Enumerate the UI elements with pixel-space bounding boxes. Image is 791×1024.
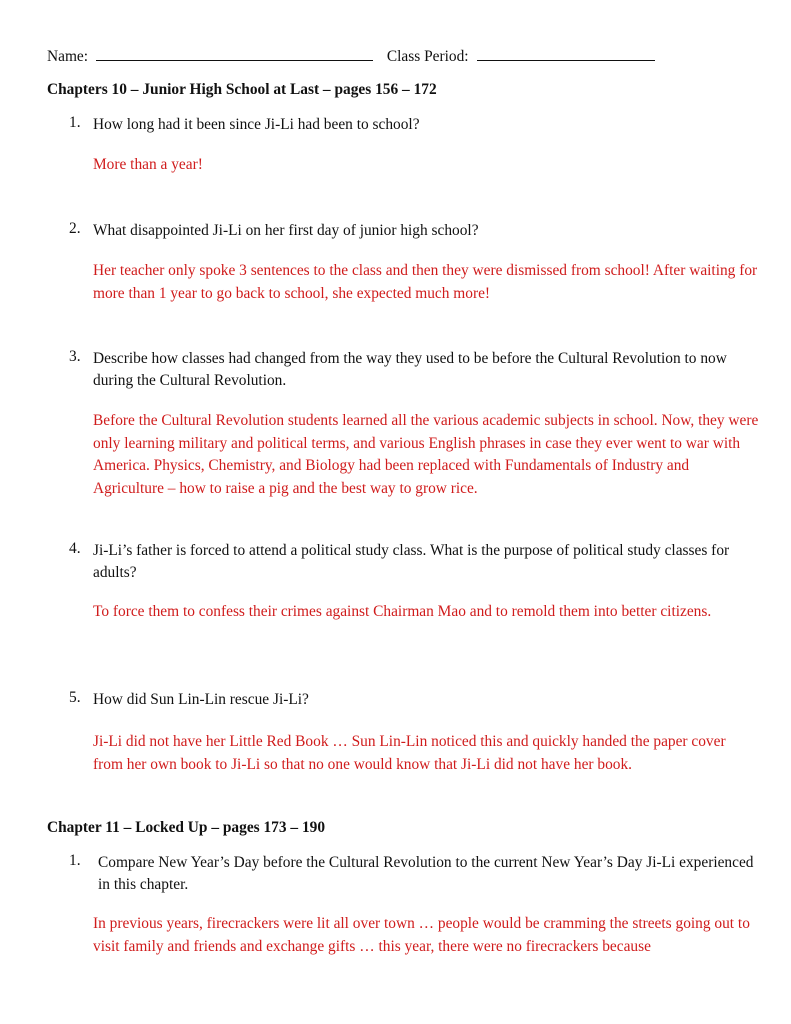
question-text: What disappointed Ji-Li on her first day of junior high school? <box>93 222 479 239</box>
question-number: 1. <box>69 114 81 131</box>
answer-text: More than a year! <box>93 156 203 173</box>
name-label: Name: <box>47 48 89 65</box>
answer-text: In previous years, firecrackers were lit all over town … people would be cramming the streets going out to visit family and friends and exchange gifts … this year, there were no firecrackers because <box>93 915 750 955</box>
question-text: How did Sun Lin-Lin rescue Ji-Li? <box>93 691 309 708</box>
question-number: 4. <box>69 540 81 557</box>
question-text: Compare New Year’s Day before the Cultural Revolution to the current New Year’s Day Ji-Li experienced in this chapter. <box>98 854 754 893</box>
answer-text: Before the Cultural Revolution students learned all the various academic subjects in school. Now, they were only learning military and political terms, and various English phrases in case they ever went to war with America. Physics, Chemistry, and Biology had been replaced with Fundamentals of Industry and Agriculture – how to raise a pig and the best way to grow rice. <box>93 412 759 497</box>
answer-text: Ji-Li did not have her Little Red Book … Sun Lin-Lin noticed this and quickly handed the paper cover from her own book to Ji-Li so that no one would know that Ji-Li did not have her book. <box>93 733 726 773</box>
question-number: 1. <box>69 852 81 869</box>
worksheet-header <box>47 45 759 67</box>
chapter-11-heading: Chapter 11 – Locked Up – pages 173 – 190 <box>47 819 326 836</box>
class-period-label: Class Period: <box>386 48 469 65</box>
question-text: Describe how classes had changed from the way they used to be before the Cultural Revolution to now during the Cultural Revolution. <box>93 350 727 389</box>
chapter-10-heading: Chapters 10 – Junior High School at Last – pages 156 – 172 <box>47 81 437 98</box>
question-number: 3. <box>69 348 81 365</box>
name-blank-line <box>96 45 373 61</box>
class-period-blank-line <box>477 45 655 61</box>
question-number: 5. <box>69 689 81 706</box>
answer-text: Her teacher only spoke 3 sentences to the class and then they were dismissed from school! After waiting for more than 1 year to go back to school, she expected much more! <box>93 262 758 302</box>
question-text: Ji-Li’s father is forced to attend a political study class. What is the purpose of political study classes for adults? <box>93 542 730 581</box>
question-text: How long had it been since Ji-Li had been to school? <box>93 116 420 133</box>
question-number: 2. <box>69 220 81 237</box>
answer-text: To force them to confess their crimes against Chairman Mao and to remold them into better citizens. <box>93 603 712 620</box>
